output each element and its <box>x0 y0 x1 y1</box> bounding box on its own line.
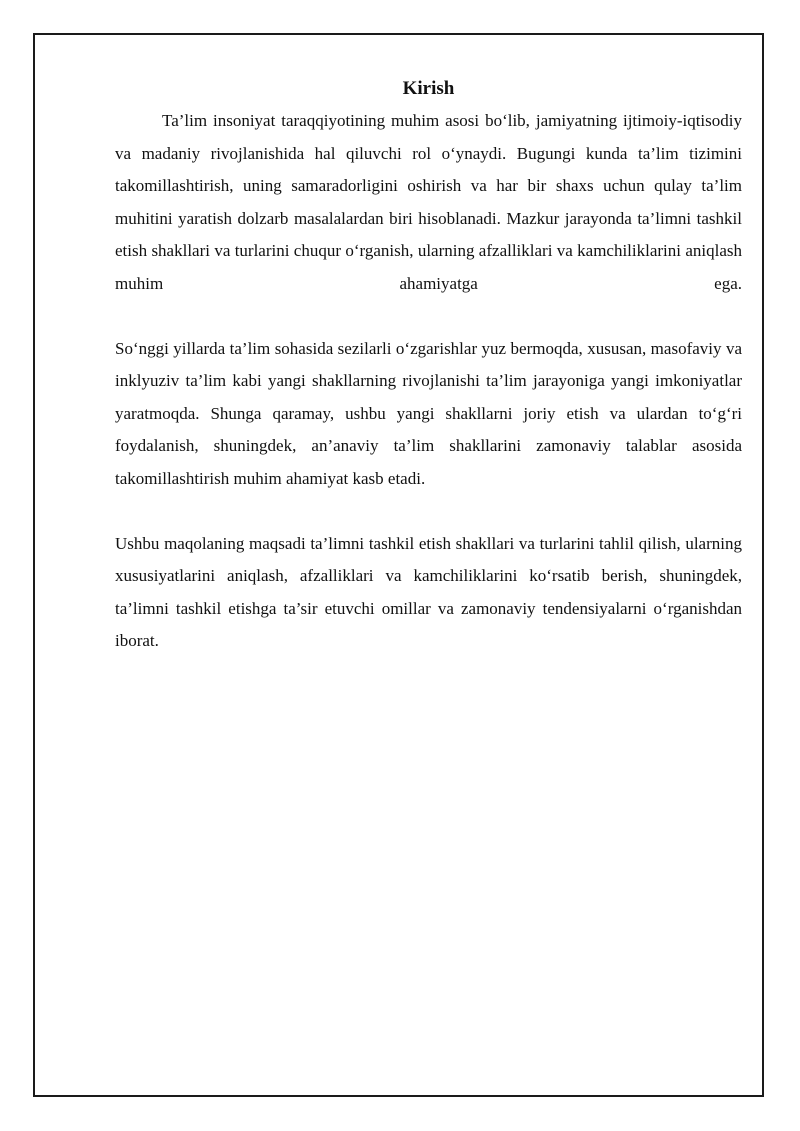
paragraph-intro: Ta’lim insoniyat taraqqiyotining muhim asosi bo‘lib, jamiyatning ijtimoiy-iqtisodiy va madaniy rivojlanishida hal qiluvchi rol o‘ynaydi. Bugungi kunda ta’lim tizimini takomillashtirish, uning samaradorligini oshirish va har bir shaxs uchun qulay ta’lim muhitini yaratish dolzarb masalalardan biri hisoblanadi. Mazkur jarayonda ta’limni tashkil etish shakllari va turlarini chuqur o‘rganish, ularning afzalliklari va kamchiliklarini aniqlash muhim ahamiyatga ega. <box>115 111 742 293</box>
paragraph-spacer <box>115 495 742 528</box>
document-body <box>115 75 742 658</box>
paragraph-purpose: Ushbu maqolaning maqsadi ta’limni tashkil etish shakllari va turlarini tahlil qilish, ularning xususiyatlarini aniqlash, afzalliklari va kamchiliklarini ko‘rsatib berish, shuningdek, ta’limni tashkil etishga ta’sir etuvchi omillar va zamonaviy tendensiyalarni o‘rganishdan iborat. <box>115 533 742 650</box>
paragraph-spacer <box>115 300 742 333</box>
paragraph-recent-changes: So‘nggi yillarda ta’lim sohasida sezilarli o‘zgarishlar yuz bermoqda, xususan, masofaviy va inklyuziv ta’lim kabi yangi shakllarning rivojlanishi ta’lim jarayoniga yangi imkoniyatlar yaratmoqda. Shunga qaramay, ushbu yangi shakllarni joriy etish va ulardan to‘g‘ri foydalanish, shuningdek, an’anaviy ta’lim shakllarini zamonaviy talablar asosida takomillashtirish muhim ahamiyat kasb etadi. <box>115 338 742 488</box>
section-title: Kirish <box>402 78 455 99</box>
